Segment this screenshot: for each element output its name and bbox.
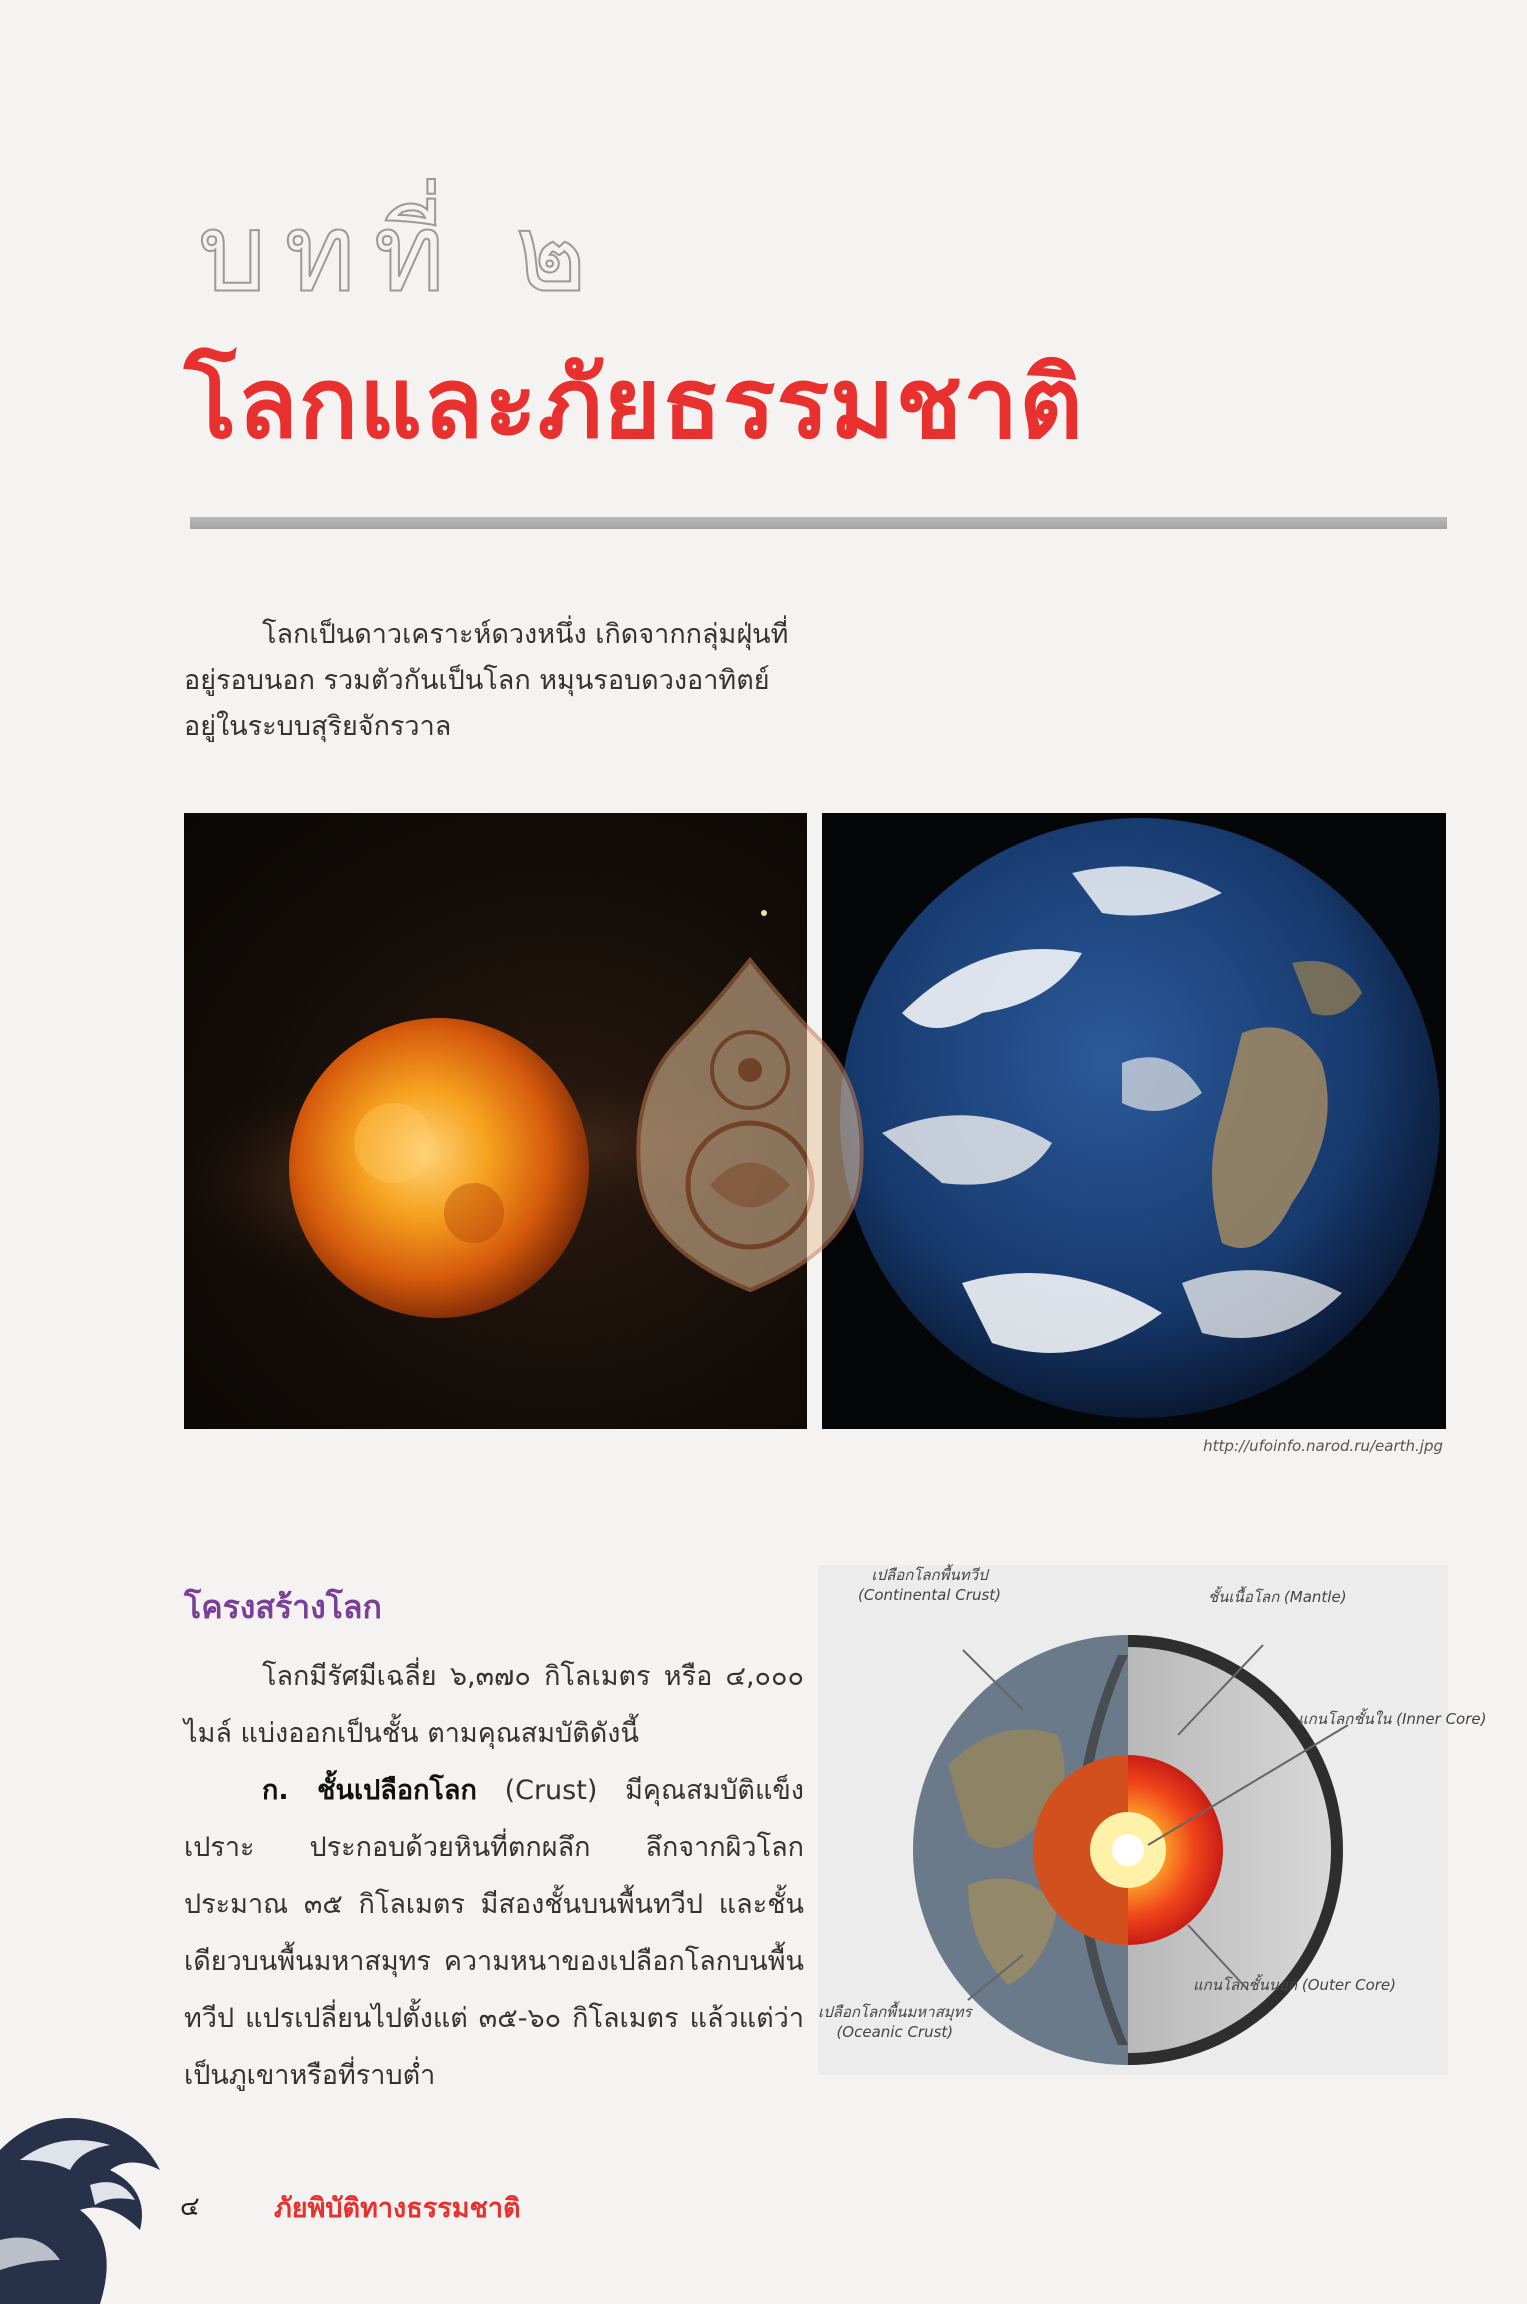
page-number: ๔ [180,2192,200,2222]
chapter-number: บทที่ ๒ [198,191,605,316]
earth-photo [822,813,1446,1429]
structure-body [184,1648,804,2104]
structure-paragraph-2 [184,1762,804,2104]
earth-structure-diagram [818,1565,1487,2075]
intro-paragraph [184,612,804,750]
intro-text: โลกเป็นดาวเคราะห์ดวงหนึ่ง เกิดจากกลุ่มฝุ่นที่อยู่รอบนอก รวมตัวกันเป็นโลก หมุนรอบดวงอาทิตย์ อยู่ในระบบสุริยจักรวาล [184,619,789,742]
continental-crust-label [858,1565,1001,1605]
image-credit: http://ufoinfo.narod.ru/earth.jpg [1203,1437,1443,1455]
wave-ornament-icon [0,2090,210,2304]
oceanic-crust-label [818,2002,972,2042]
book-title: ภัยพิบัติทางธรรมชาติ [274,2193,521,2224]
inner-core-label: แกนโลกชั้นใน (Inner Core) [1298,1710,1487,1728]
oceanic-crust-english: (Oceanic Crust) [836,2023,954,2041]
outer-core-label: แกนโลกชั้นนอก (Outer Core) [1193,1976,1396,1994]
continental-crust-english: (Continental Crust) [858,1586,1002,1604]
crust-term: ก. ชั้นเปลือกโลก [262,1775,477,1806]
continental-crust-thai: เปลือกโลกพื้นทวีป [871,1566,988,1584]
forming-earth-image [184,813,807,1429]
oceanic-crust-thai: เปลือกโลกพื้นมหาสมุทร [818,2003,972,2021]
chapter-title: โลกและภัยธรรมชาติ [184,347,1084,461]
crust-description: (Crust) มีคุณสมบัติแข็งเปราะ ประกอบด้วยหินที่ตกผลึก ลึกจากผิวโลกประมาณ ๓๕ กิโลเมตร มีสองชั้นบนพื้นทวีป และชั้นเดียวบนพื้นมหาสมุทร ความหนาของเปลือกโลกบนพื้นทวีป แปรเปลี่ยนไปตั้งแต่ ๓๕-๖๐ กิโลเมตร แล้วแต่ว่าเป็นภูเขาหรือที่ราบต่ำ [184,1775,804,2091]
title-divider [190,517,1447,529]
structure-paragraph-1: โลกมีรัศมีเฉลี่ย ๖,๓๗๐ กิโลเมตร หรือ ๔,๐๐๐ ไมล์ แบ่งออกเป็นชั้น ตามคุณสมบัติดังนี้ [184,1661,804,1749]
mantle-label: ชั้นเนื้อโลก (Mantle) [1208,1588,1347,1606]
section-heading: โครงสร้างโลก [184,1588,382,1626]
